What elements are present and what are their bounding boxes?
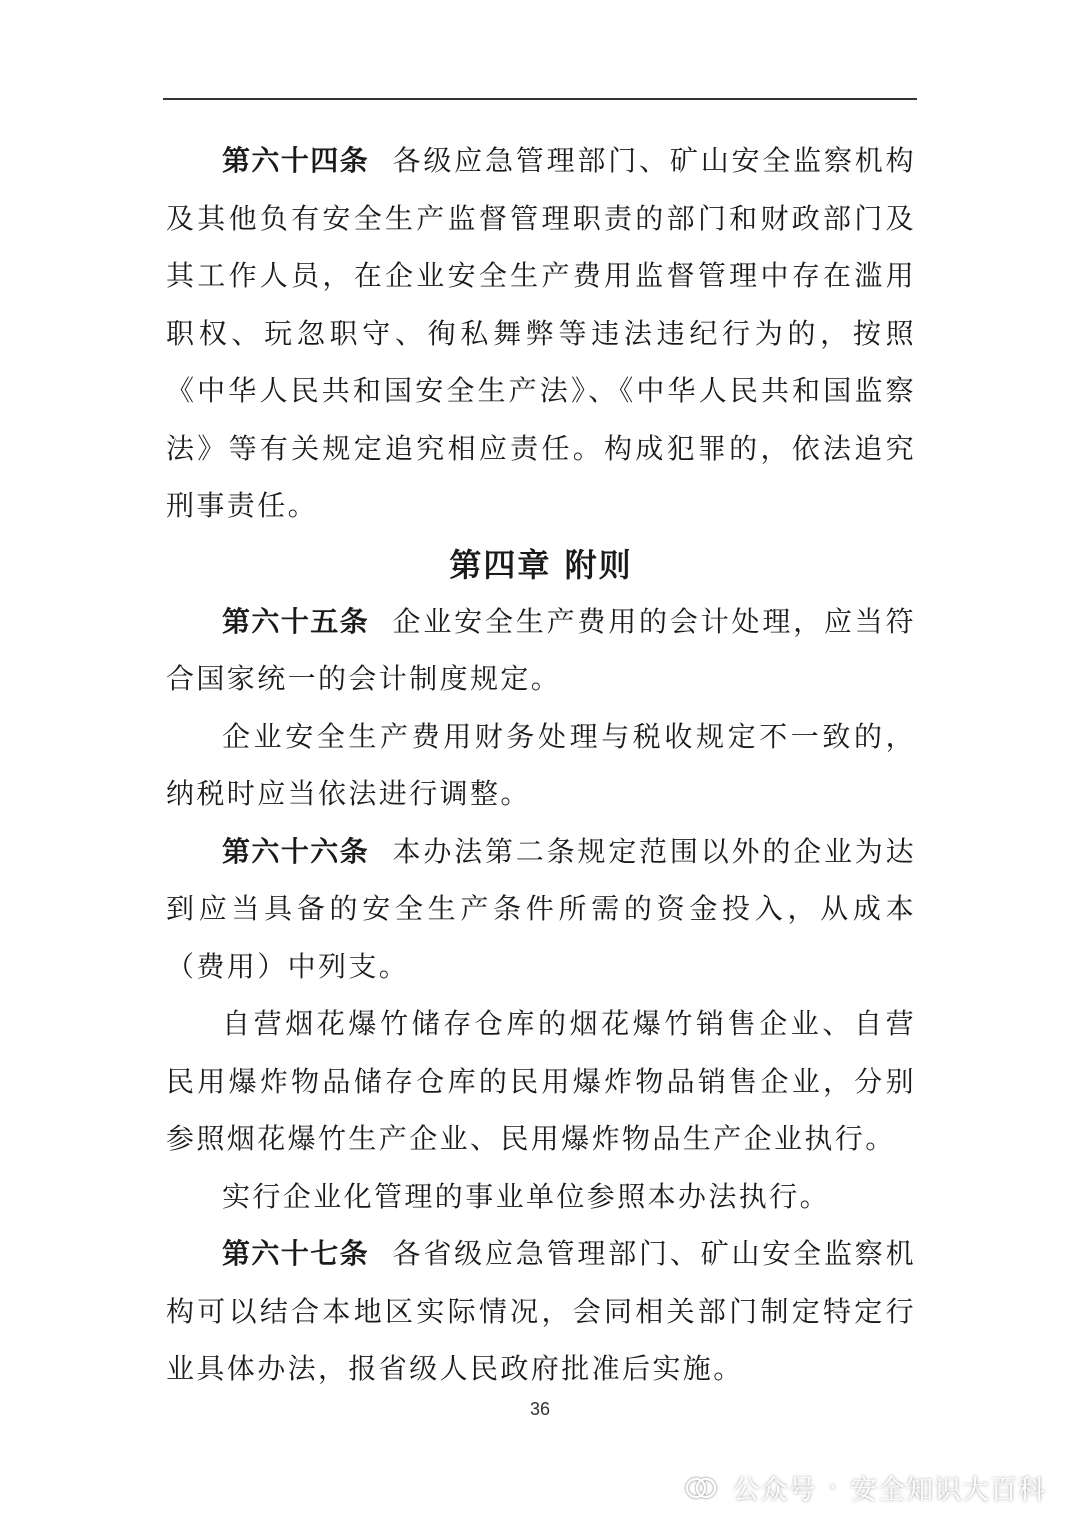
- article-64: [166, 132, 916, 535]
- document-body: [166, 132, 916, 1398]
- watermark-account: 安全知识大百科: [850, 1475, 1046, 1506]
- wechat-search-icon: [682, 1472, 720, 1504]
- article-text: 企业安全生产费用的会计处理，应当符合国家统一的会计制度规定。: [166, 604, 916, 695]
- article-65: [166, 593, 916, 708]
- article-text: 各级应急管理部门、矿山安全监察机构及其他负有安全生产监督管理职责的部门和财政部门及其工作人员，在企业安全生产费用监督管理中存在滥用职权、玩忽职守、徇私舞弊等违法违纪行为的，按照《中华人民共和国安全生产法》、《中华人民共和国监察法》等有关规定追究相应责任。构成犯罪的，依法追究刑事责任。: [166, 144, 916, 522]
- article-number: 第六十五条: [222, 604, 370, 638]
- article-67: [166, 1225, 916, 1398]
- article-text: 各省级应急管理部门、矿山安全监察机构可以结合本地区实际情况，会同相关部门制定特定行业具体办法，报省级人民政府批准后实施。: [166, 1237, 916, 1385]
- article-text: 本办法第二条规定范围以外的企业为达到应当具备的安全生产条件所需的资金投入，从成本（费用）中列支。: [166, 834, 916, 983]
- article-number: 第六十七条: [222, 1237, 370, 1270]
- paragraph: 实行企业化管理的事业单位参照本办法执行。: [222, 1179, 831, 1213]
- paragraph: 自营烟花爆竹储存仓库的烟花爆竹销售企业、自营民用爆炸物品储存仓库的民用爆炸物品销售企业，分别参照烟花爆竹生产企业、民用爆炸物品生产企业执行。: [166, 1007, 916, 1155]
- watermark-prefix: 公众号: [732, 1475, 817, 1506]
- watermark-separator: ·: [828, 1472, 838, 1503]
- paragraph: 企业安全生产费用财务处理与税收规定不一致的，纳税时应当依法进行调整。: [166, 719, 916, 810]
- article-66: [166, 823, 916, 996]
- article-number: 第六十四条: [222, 144, 370, 177]
- page-number: 36: [529, 1399, 551, 1419]
- chapter-heading: 第四章 附则: [449, 545, 633, 584]
- header-rule: [163, 98, 917, 100]
- article-number: 第六十六条: [222, 834, 370, 868]
- watermark: [682, 1468, 1046, 1507]
